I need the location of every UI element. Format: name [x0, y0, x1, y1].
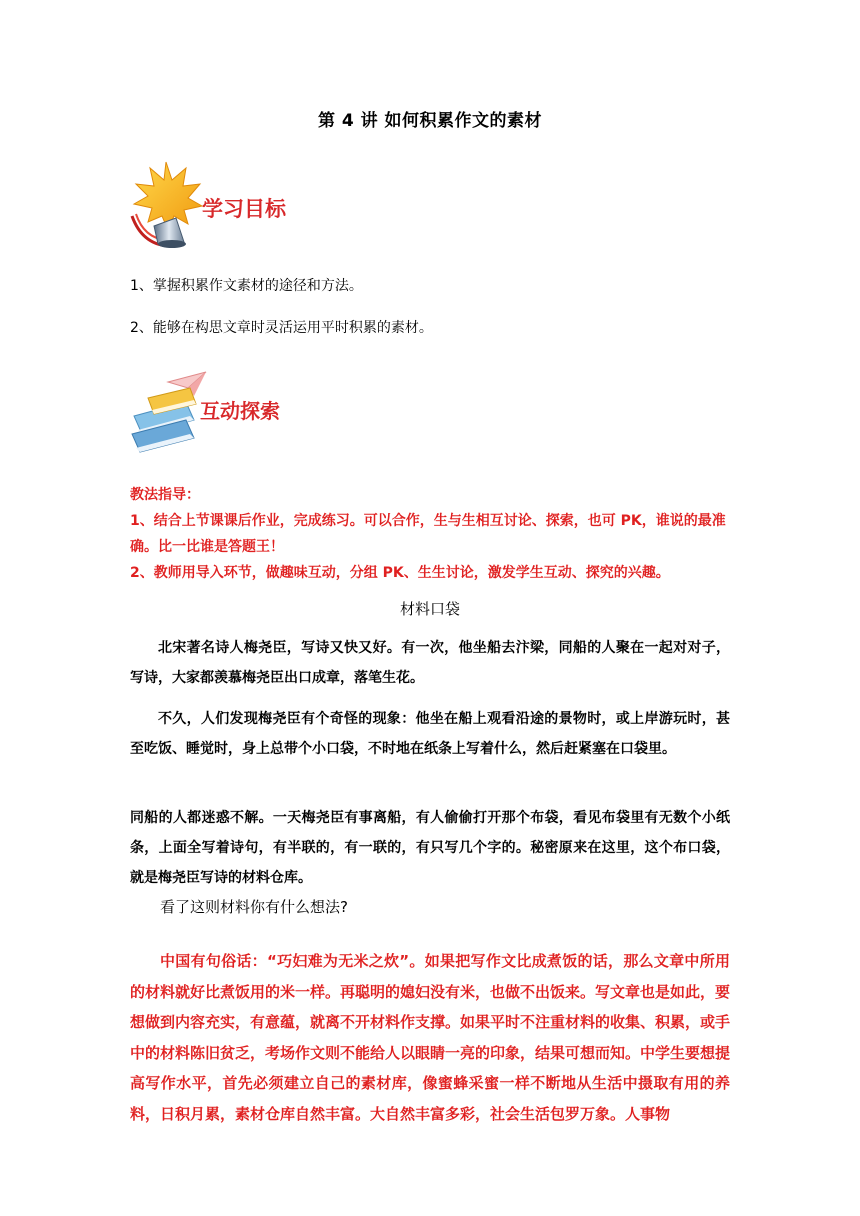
- teaching-guide-heading: 教法指导：: [130, 487, 200, 503]
- maple-leaf-bell-icon: [128, 160, 308, 250]
- books-paper-plane-icon: [128, 368, 308, 458]
- story-paragraph-1: 北宋著名诗人梅尧臣，写诗又快又好。有一次，他坐船去汴梁，同船的人聚在一起对对子，写诗，大家都羡慕梅尧臣出口成章，落笔生花。: [130, 640, 730, 686]
- banner-label: 学习目标: [202, 197, 286, 221]
- learning-goals-banner: [128, 160, 308, 250]
- page-title: 第 4 讲 如何积累作文的素材: [317, 111, 543, 131]
- goal-item-1: 1、掌握积累作文素材的途径和方法。: [130, 278, 363, 294]
- discussion-question: 看了这则材料你有什么想法?: [160, 898, 348, 916]
- teaching-guide-item-1: 1、结合上节课课后作业，完成练习。可以合作，生与生相互讨论、探索，也可 PK，谁说的最准确。比一比谁是答题王！: [130, 513, 726, 555]
- section-title: 材料口袋: [399, 600, 460, 618]
- answer-paragraph: 中国有句俗话：“巧妇难为无米之炊”。如果把写作文比成煮饭的话，那么文章中所用的材料就好比煮饭用的米一样。再聪明的媳妇没有米，也做不出饭来。写文章也是如此，要想做到内容充实，有意蕴，就离不开材料作支撑。如果平时不注重材料的收集、积累，或手中的材料陈旧贫乏，考场作文则不能给人以眼睛一亮的印象，结果可想而知。中学生要想提高写作水平，首先必须建立自己的素材库，像蜜蜂采蜜一样不断地从生活中摄取有用的养料，日积月累，素材仓库自然丰富。大自然丰富多彩，社会生活包罗万象。人事物: [130, 952, 731, 1123]
- goal-item-2: 2、能够在构思文章时灵活运用平时积累的素材。: [130, 320, 433, 336]
- banner-label: 互动探索: [200, 399, 280, 423]
- story-paragraph-3: 同船的人都迷惑不解。一天梅尧臣有事离船，有人偷偷打开那个布袋，看见布袋里有无数个小纸条，上面全写着诗句，有半联的，有一联的，有只写几个字的。秘密原来在这里，这个布口袋，就是梅尧臣写诗的材料仓库。: [130, 810, 730, 886]
- teaching-guide-item-2: 2、教师用导入环节，做趣味互动，分组 PK、生生讨论，激发学生互动、探究的兴趣。: [130, 565, 670, 581]
- story-paragraph-2: 不久，人们发现梅尧臣有个奇怪的现象：他坐在船上观看沿途的景物时，或上岸游玩时，甚至吃饭、睡觉时，身上总带个小口袋，不时地在纸条上写着什么，然后赶紧塞在口袋里。: [130, 711, 730, 757]
- interactive-explore-banner: [128, 368, 308, 458]
